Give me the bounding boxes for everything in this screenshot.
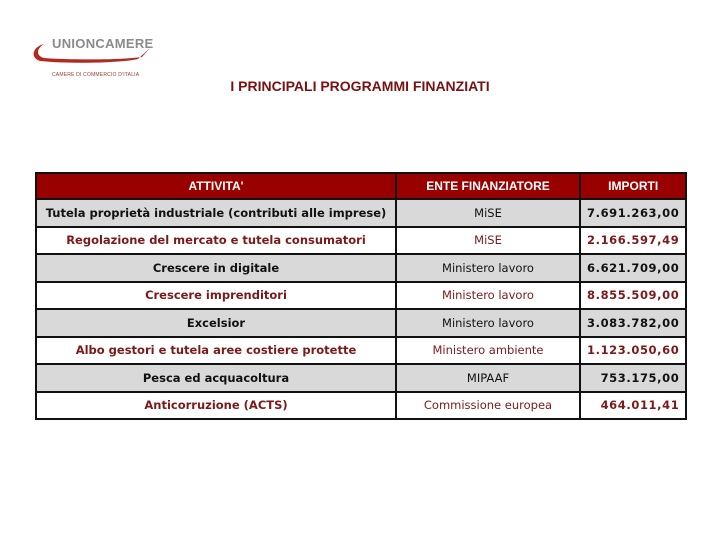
logo-name: UNIONCAMERE bbox=[52, 36, 154, 51]
page-title: I PRINCIPALI PROGRAMMI FINANZIATI bbox=[230, 78, 490, 94]
unioncamere-logo bbox=[30, 30, 160, 85]
cell-attivita: Regolazione del mercato e tutela consumatori bbox=[36, 227, 396, 255]
table-row bbox=[36, 337, 686, 365]
cell-importo: 753.175,00 bbox=[580, 364, 686, 392]
cell-ente: Ministero lavoro bbox=[396, 282, 580, 310]
table-header-row bbox=[36, 173, 686, 199]
cell-ente: MiSE bbox=[396, 199, 580, 227]
table-row bbox=[36, 392, 686, 420]
table-row bbox=[36, 199, 686, 227]
cell-ente: Ministero lavoro bbox=[396, 309, 580, 337]
cell-attivita: Crescere imprenditori bbox=[36, 282, 396, 310]
table-row bbox=[36, 254, 686, 282]
cell-attivita: Excelsior bbox=[36, 309, 396, 337]
cell-ente: MiSE bbox=[396, 227, 580, 255]
cell-attivita: Pesca ed acquacoltura bbox=[36, 364, 396, 392]
header-ente-finanziatore: ENTE FINANZIATORE bbox=[396, 173, 580, 199]
cell-ente: Commissione europea bbox=[396, 392, 580, 420]
header-importi: IMPORTI bbox=[580, 173, 686, 199]
cell-importo: 6.621.709,00 bbox=[580, 254, 686, 282]
table-row bbox=[36, 364, 686, 392]
cell-importo: 7.691.263,00 bbox=[580, 199, 686, 227]
cell-attivita: Tutela proprietà industriale (contributi alle imprese) bbox=[36, 199, 396, 227]
table-row bbox=[36, 309, 686, 337]
cell-ente: Ministero ambiente bbox=[396, 337, 580, 365]
table-row bbox=[36, 227, 686, 255]
table-row bbox=[36, 282, 686, 310]
cell-attivita: Albo gestori e tutela aree costiere protette bbox=[36, 337, 396, 365]
logo-subtitle: CAMERE DI COMMERCIO D'ITALIA bbox=[52, 72, 140, 78]
cell-ente: Ministero lavoro bbox=[396, 254, 580, 282]
cell-importo: 3.083.782,00 bbox=[580, 309, 686, 337]
header-attivita: ATTIVITA' bbox=[36, 173, 396, 199]
cell-attivita: Anticorruzione (ACTS) bbox=[36, 392, 396, 420]
cell-importo: 8.855.509,00 bbox=[580, 282, 686, 310]
cell-ente: MIPAAF bbox=[396, 364, 580, 392]
cell-importo: 464.011,41 bbox=[580, 392, 686, 420]
cell-attivita: Crescere in digitale bbox=[36, 254, 396, 282]
cell-importo: 2.166.597,49 bbox=[580, 227, 686, 255]
programs-table bbox=[35, 172, 687, 420]
cell-importo: 1.123.050,60 bbox=[580, 337, 686, 365]
